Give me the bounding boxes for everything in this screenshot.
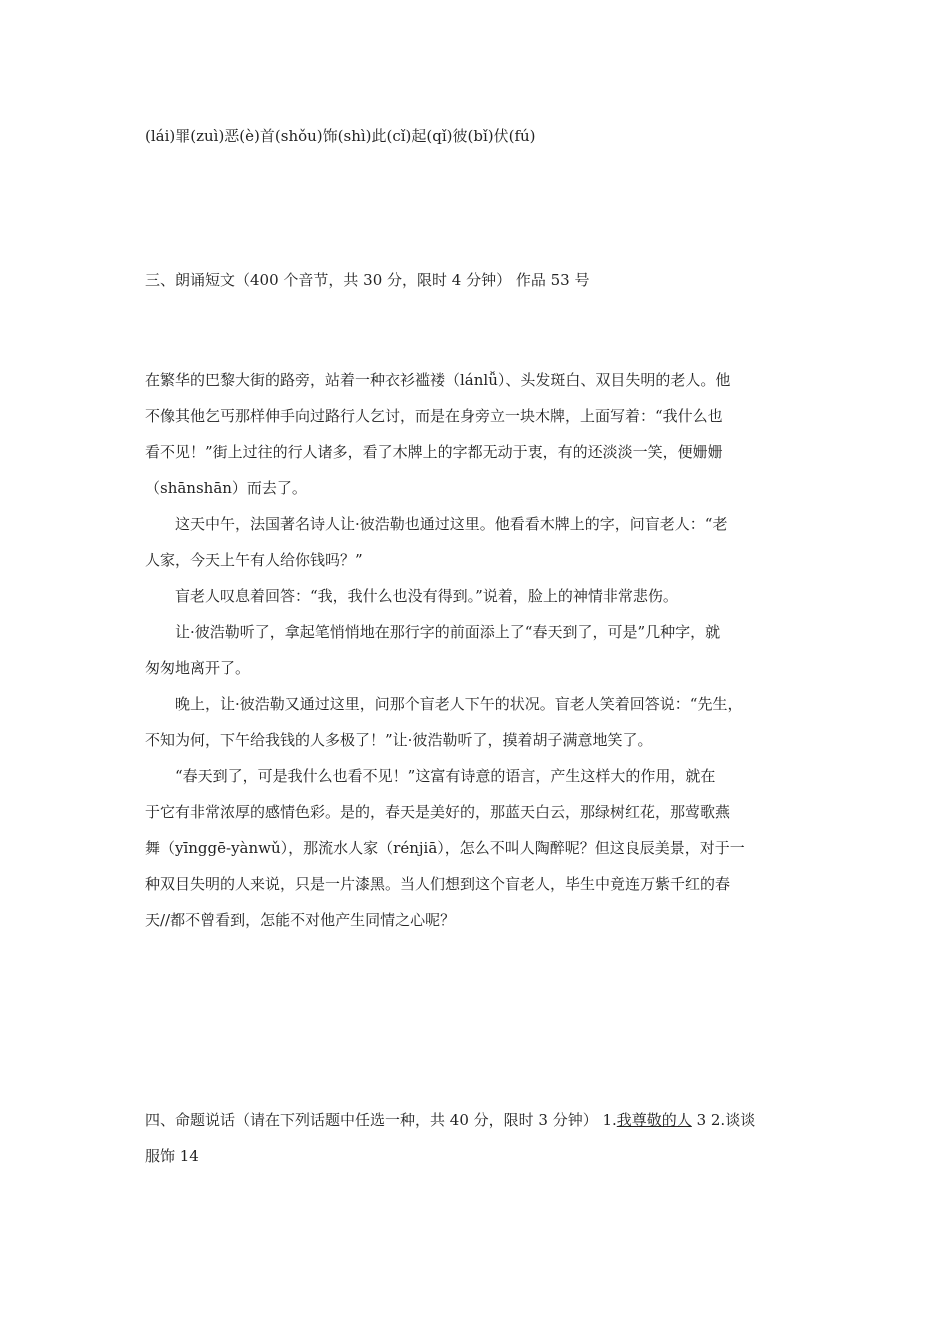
passage-line: 在繁华的巴黎大街的路旁，站着一种衣衫褴褛（lánlǚ）、头发斑白、双目失明的老人。他 (145, 371, 731, 389)
paragraph-5 (145, 686, 810, 758)
topic-1-underlined: 我尊敬的人 (616, 1111, 692, 1129)
passage-line: 让·彼浩勒听了，拿起笔悄悄地在那行字的前面添上了“春天到了，可是”几种字，就 (175, 623, 721, 641)
paragraph-1 (145, 362, 810, 506)
passage-line: 看不见！”街上过往的行人诸多，看了木牌上的字都无动于衷，有的还淡淡一笑，便姗姗 (145, 443, 723, 461)
reading-passage (145, 362, 810, 938)
passage-line: 匆匆地离开了。 (145, 659, 251, 677)
section-4-topic-line-2: 服饰 14 (145, 1147, 199, 1165)
section-3-title: 三、朗诵短文（400 个音节，共 30 分，限时 4 分钟） 作品 53 号 (145, 271, 590, 289)
passage-line: 天//都不曾看到，怎能不对他产生同情之心呢？ (145, 911, 456, 929)
passage-line: 不知为何，下午给我钱的人多极了！”让·彼浩勒听了，摸着胡子满意地笑了。 (145, 731, 653, 749)
passage-line: 人家，今天上午有人给你钱吗？” (145, 551, 363, 569)
section-4-heading-line (145, 1102, 810, 1138)
passage-line: 于它有非常浓厚的感情色彩。是的，春天是美好的，那蓝天白云，那绿树红花，那莺歌燕 (145, 803, 731, 821)
section-4-topic-speaking (145, 1102, 810, 1174)
passage-line: 舞（yīnggē-yànwǔ），那流水人家（rénjiā），怎么不叫人陶醉呢？但这良辰美景，对于一 (145, 839, 745, 857)
pinyin-text: (lái)罪(zuì)恶(è)首(shǒu)饰(shì)此(cǐ)起(qǐ)彼(bǐ)伏(fú) (145, 127, 536, 145)
section-4-heading-prefix: 四、命题说话（请在下列话题中任选一种，共 40 分，限时 3 分钟） 1. (145, 1111, 617, 1129)
passage-line: 这天中午，法国著名诗人让·彼浩勒也通过这里。他看看木牌上的字，问盲老人：“老 (175, 515, 728, 533)
passage-line: 盲老人叹息着回答：“我，我什么也没有得到。”说着，脸上的神情非常悲伤。 (175, 587, 678, 605)
paragraph-2 (145, 506, 810, 578)
paragraph-3 (145, 578, 810, 614)
passage-line: “春天到了，可是我什么也看不见！”这富有诗意的语言，产生这样大的作用，就在 (175, 767, 716, 785)
passage-line: 不像其他乞丐那样伸手向过路行人乞讨，而是在身旁立一块木牌，上面写着：“我什么也 (145, 407, 723, 425)
passage-line: 种双目失明的人来说，只是一片漆黑。当人们想到这个盲老人，毕生中竟连万紫千红的春 (145, 875, 731, 893)
paragraph-4 (145, 614, 810, 686)
paragraph-6 (145, 758, 810, 938)
passage-line: （shānshān）而去了。 (145, 479, 307, 497)
section-4-heading-suffix: 3 2.谈谈 (691, 1111, 756, 1129)
section-3-heading (145, 262, 810, 298)
passage-line: 晚上，让·彼浩勒又通过这里，问那个盲老人下午的状况。盲老人笑着回答说：“先生， (175, 695, 743, 713)
pinyin-vocabulary-line (145, 118, 810, 154)
